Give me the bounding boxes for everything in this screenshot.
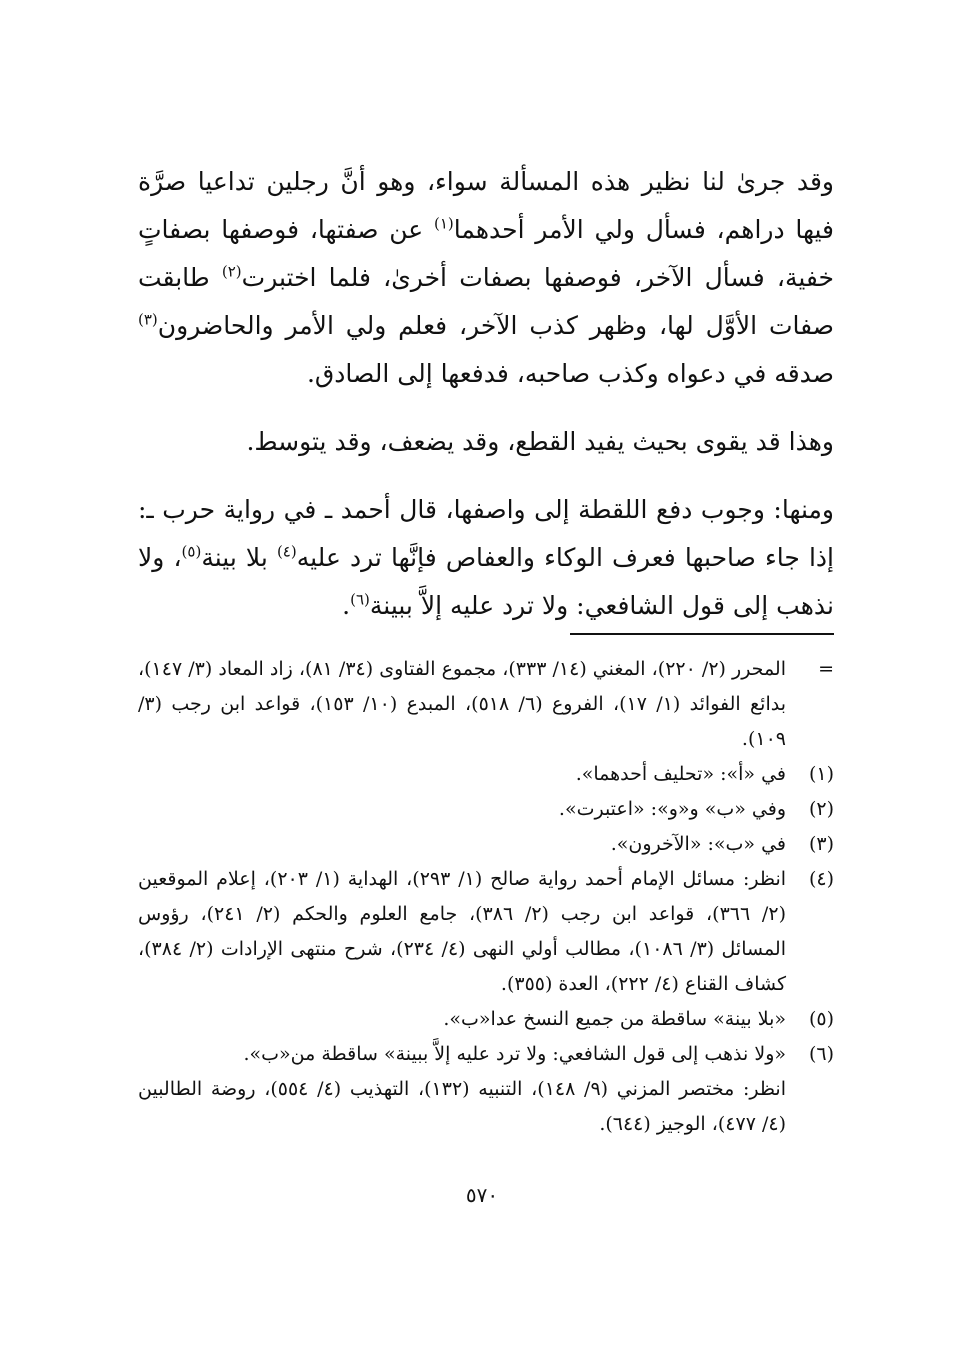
text-run: طابقت صفات الأوَّل لها، وظهر كذب الآخر، فعلم ولي الأمر والحاضرون [138, 263, 834, 340]
paragraph-1 [138, 158, 834, 398]
footnote-6-continuation: انظر: مختصر المزني (٩/ ١٤٨)، التنبيه (١٣٢)، التهذيب (٤/ ٥٥٤)، روضة الطالبين (٤/ ٤٧٧)، الوجيز (٦٤٤). [138, 1078, 786, 1135]
footnote-mark: (٣) [808, 833, 834, 855]
footnote-ref-3[interactable]: (٣) [138, 310, 158, 329]
footnote-text: وفي «ب» و«و»: «اعتبرت». [558, 798, 786, 820]
footnote-mark: = [818, 658, 834, 680]
footnote-ref-2[interactable]: (٢) [221, 262, 242, 281]
footnote-mark: (٦) [808, 1043, 834, 1065]
footnotes [138, 652, 838, 1142]
text-run: ومنها: وجوب دفع اللقطة إلى واصفها، قال أحمد ـ في رواية حرب ـ: إذا جاء صاحبها فعرف الوكاء والعفاص فإنَّها ترد عليه [138, 495, 835, 572]
footnote-4 [138, 862, 838, 1002]
footnote-mark: (٤) [808, 868, 834, 890]
footnote-mark: (٢) [808, 798, 834, 820]
footnote-2 [138, 792, 838, 827]
footnote-text: في «أ»: «تحليف أحدهما». [575, 763, 786, 785]
text-run: وقد جرىٰ لنا نظير هذه المسألة سواء، وهو أنَّ رجلين تداعيا صرَّة فيها دراهم، فسأل ولي الأمر أحدهما [138, 167, 834, 244]
footnote-5 [138, 1002, 838, 1037]
footnote-text: «بلا بينة» ساقطة من جميع النسخ عدا«ب». [443, 1008, 786, 1030]
footnote-mark: (١) [808, 763, 834, 785]
footnote-separator [570, 633, 834, 635]
footnote-1 [138, 757, 838, 792]
text-run: . [342, 591, 351, 620]
paragraph-3 [138, 486, 834, 630]
footnote-text: انظر: مسائل الإمام أحمد رواية صالح (١/ ٢٩٣)، الهداية (١/ ٢٠٣)، إعلام الموقعين (٢/ ٣٦٦)، قواعد ابن رجب (٢/ ٣٨٦)، جامع العلوم والحكم (٢/ ٢٤١)، رؤوس المسائل (٣/ ١٠٨٦)، مطالب أولي النهى (٤/ ٢٣٤)، شرح منتهى الإرادات (٢/ ٣٨٤)، كشاف القناع (٤/ ٢٢٢)، العدة (٣٥٥). [138, 868, 787, 995]
footnote-3 [138, 827, 838, 862]
footnote-ref-4[interactable]: (٤) [276, 542, 297, 561]
footnote-ref-6[interactable]: (٦) [350, 590, 370, 609]
text-run: وهذا قد يقوى بحيث يفيد القطع، وقد يضعف، وقد يتوسط. [246, 427, 834, 456]
page-number: ٥٧٠ [465, 1183, 499, 1207]
text-run: بلا بينة [201, 543, 277, 572]
footnote-6 [138, 1037, 838, 1072]
text-run: عن صفتها، فوصفها بصفاتٍ خفية، فسأل الآخر، فوصفها بصفات أخرىٰ، فلما اختبرت [138, 215, 834, 292]
footnote-mark: (٥) [808, 1008, 834, 1030]
footnote-ref-1[interactable]: (١) [433, 214, 454, 233]
footnote-text: المحرر (٢/ ٢٢٠)، المغني (١٤/ ٣٣٣)، مجموع الفتاوى (٣٤/ ٨١)، زاد المعاد (٣/ ١٤٧)، بدائع الفوائد (١/ ١٧)، الفروع (٦/ ٥١٨)، المبدع (١٠/ ١٥٣)، قواعد ابن رجب (٣/ ١٠٩). [138, 658, 786, 750]
footnote-continuation [138, 652, 838, 757]
text-run: ، ولا نذهب إلى قول الشافعي: ولا ترد عليه إلاَّ ببينة [138, 543, 834, 620]
main-text [138, 158, 834, 630]
footnote-text: في «ب»: «الآخرون». [610, 833, 786, 855]
paragraph-2 [138, 418, 834, 466]
text-run: صدقه في دعواه وكذب صاحبه، فدفعها إلى الصادق. [306, 359, 834, 388]
footnote-text: «ولا نذهب إلى قول الشافعي: ولا ترد عليه إلاَّ ببينة» ساقطة من«ب». [243, 1043, 786, 1065]
footnote-ref-5[interactable]: (٥) [181, 542, 202, 561]
